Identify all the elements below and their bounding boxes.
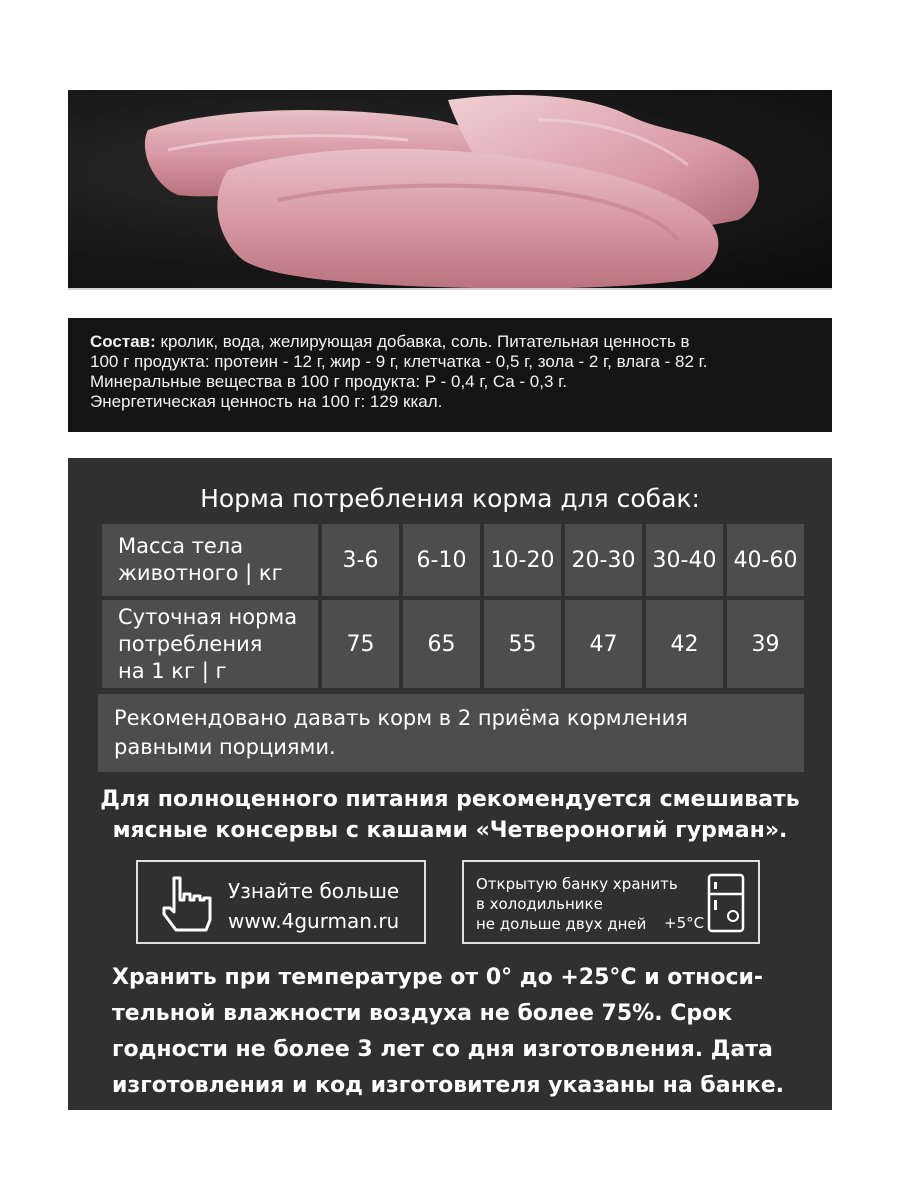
table-row-weight	[100, 522, 806, 598]
storage-after-opening-box	[462, 860, 760, 944]
table-cell: 47	[563, 598, 644, 690]
website-link[interactable]: www.4gurman.ru	[228, 909, 400, 933]
table-cell: 6-10	[401, 522, 482, 598]
composition-line-2: 100 г продукта: протеин - 12 г, жир - 9 г, клетчатка - 0,5 г, зола - 2 г, влага - 82 г.	[90, 352, 708, 371]
table-cell: 30-40	[644, 522, 725, 598]
fridge-temperature: +5°C	[664, 914, 705, 932]
table-cell: 55	[482, 598, 563, 690]
learn-more-box[interactable]	[136, 860, 426, 944]
learn-more-label: Узнайте больше	[228, 879, 400, 903]
table-cell: 20-30	[563, 522, 644, 598]
daily-norm-row-header: Суточная норма потребления на 1 кг | г	[100, 598, 320, 690]
table-cell: 40-60	[725, 522, 806, 598]
storage-conditions: Хранить при температуре от 0° до +25°С и относи- тельной влажности воздуха не более 75%. Срок годности не более 3 лет со дня изготовления. Дата изготовления и код изготовителя указаны на банке.	[112, 965, 784, 1098]
learn-more-text[interactable]	[228, 876, 399, 936]
table-cell: 39	[725, 598, 806, 690]
table-cell: 65	[401, 598, 482, 690]
composition-line-3: Минеральные вещества в 100 г продукта: P - 0,4 г, Ca - 0,3 г.	[90, 372, 567, 391]
table-row-daily-norm	[100, 598, 806, 690]
table-cell: 42	[644, 598, 725, 690]
info-panel	[68, 458, 832, 1110]
feeding-recommendation: Рекомендовано давать корм в 2 приёма кормления равными порциями.	[98, 694, 804, 772]
table-cell: 10-20	[482, 522, 563, 598]
composition-line-1: Состав: кролик, вода, желирующая добавка, соль. Питательная ценность в	[90, 332, 690, 351]
composition-line-4: Энергетическая ценность на 100 г: 129 ккал.	[90, 392, 443, 411]
rabbit-meat-image	[68, 90, 832, 290]
pointing-hand-icon	[156, 874, 212, 934]
fridge-instructions: Открытую банку хранить в холодильнике не дольше двух дней	[476, 875, 678, 933]
norms-title: Норма потребления корма для собак:	[200, 484, 700, 513]
feeding-norms-table	[98, 520, 808, 692]
mixing-advice: Для полноценного питания рекомендуется смешивать мясные консервы с кашами «Четвероногий гурман».	[100, 787, 800, 843]
table-cell: 3-6	[320, 522, 401, 598]
composition-label: Состав:	[90, 332, 156, 351]
weight-row-header: Масса тела животного | кг	[100, 522, 320, 598]
product-photo	[68, 90, 832, 290]
refrigerator-icon	[706, 872, 746, 934]
composition-block	[68, 318, 832, 432]
table-cell: 75	[320, 598, 401, 690]
